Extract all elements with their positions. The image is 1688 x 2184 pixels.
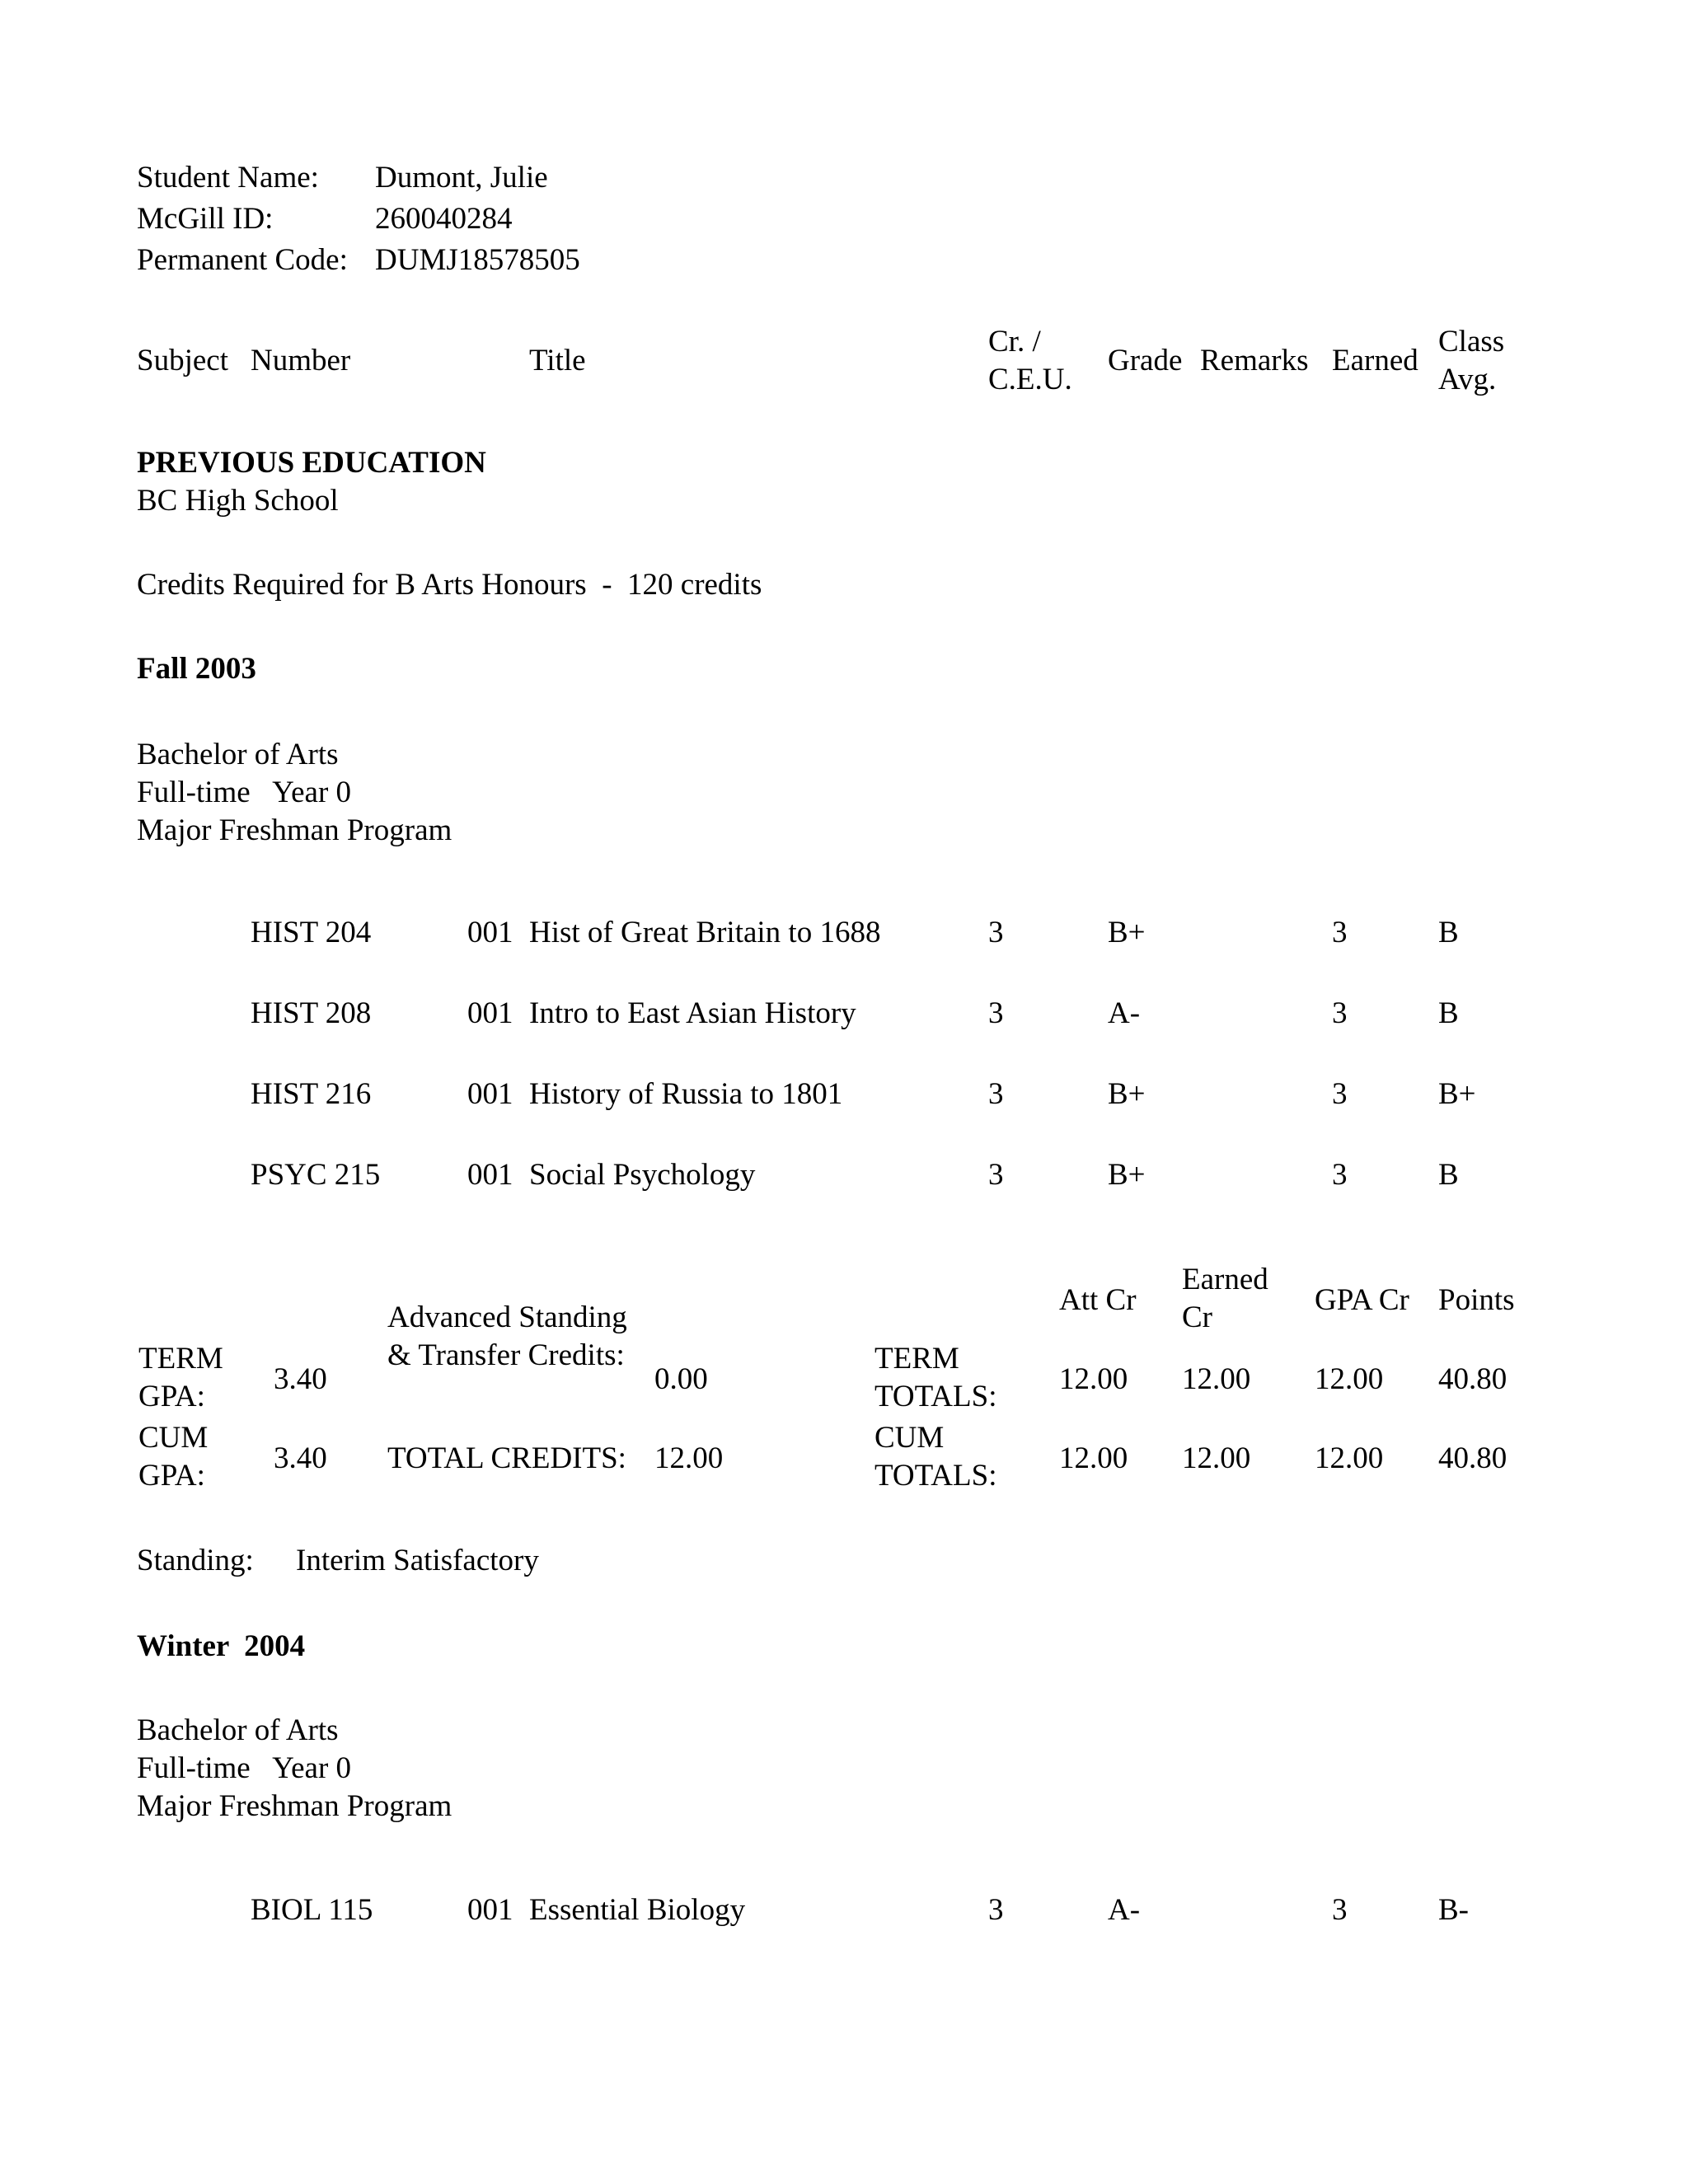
att-cr-header: Att Cr <box>1059 1283 1137 1317</box>
cum-att-cr: 12.00 <box>1059 1441 1128 1475</box>
course-grade: A- <box>1108 1893 1141 1927</box>
course-class-avg: B <box>1438 916 1459 949</box>
earned-cr-header: Earned Cr <box>1182 1263 1268 1334</box>
course-grade: B+ <box>1108 1077 1146 1111</box>
cum-totals-label: CUM TOTALS: <box>874 1421 997 1493</box>
course-credits: 3 <box>988 1158 1004 1192</box>
program-name: Major Freshman Program <box>137 813 452 847</box>
course-earned: 3 <box>1332 1158 1348 1192</box>
course-grade: B+ <box>1108 916 1146 949</box>
cum-points: 40.80 <box>1438 1441 1507 1475</box>
column-number: Number <box>251 344 351 377</box>
course-title: Essential Biology <box>529 1893 746 1927</box>
course-section: 001 <box>467 1893 513 1927</box>
course-title: History of Russia to 1801 <box>529 1077 843 1111</box>
term-earned-cr: 12.00 <box>1182 1362 1251 1396</box>
term-gpa-label: TERM GPA: <box>138 1342 223 1413</box>
column-title: Title <box>529 344 586 377</box>
column-credits: Cr. / C.E.U. <box>988 325 1072 396</box>
column-earned: Earned <box>1332 344 1418 377</box>
course-title: Hist of Great Britain to 1688 <box>529 916 881 949</box>
previous-education-heading: PREVIOUS EDUCATION <box>137 446 486 480</box>
course-earned: 3 <box>1332 1893 1348 1927</box>
course-earned: 3 <box>1332 916 1348 949</box>
program-name: Major Freshman Program <box>137 1789 452 1823</box>
previous-school: BC High School <box>137 484 339 518</box>
course-earned: 3 <box>1332 996 1348 1030</box>
course-code: HIST 204 <box>251 916 372 949</box>
program-status: Full-time Year 0 <box>137 1751 352 1785</box>
cum-gpa-cr: 12.00 <box>1315 1441 1384 1475</box>
cum-gpa-label: CUM GPA: <box>138 1421 209 1493</box>
credits-required: Credits Required for B Arts Honours - 120 credits <box>137 568 762 602</box>
course-grade: A- <box>1108 996 1141 1030</box>
term-heading: Fall 2003 <box>137 652 256 686</box>
standing-value: Interim Satisfactory <box>296 1544 539 1577</box>
cum-gpa-value: 3.40 <box>274 1441 327 1475</box>
program-degree: Bachelor of Arts <box>137 738 339 771</box>
program-status: Full-time Year 0 <box>137 776 352 809</box>
mcgill-id-value: 260040284 <box>375 202 513 236</box>
column-remarks: Remarks <box>1200 344 1309 377</box>
advanced-standing-label: Advanced Standing & Transfer Credits: <box>387 1301 627 1372</box>
column-class-avg: Class Avg. <box>1438 325 1505 396</box>
cum-earned-cr: 12.00 <box>1182 1441 1251 1475</box>
course-section: 001 <box>467 1158 513 1192</box>
course-code: BIOL 115 <box>251 1893 373 1927</box>
course-class-avg: B <box>1438 1158 1459 1192</box>
column-subject: Subject <box>137 344 228 377</box>
permanent-code-label: Permanent Code: <box>137 243 348 277</box>
course-section: 001 <box>467 916 513 949</box>
total-credits-label: TOTAL CREDITS: <box>387 1441 626 1475</box>
term-gpa-cr: 12.00 <box>1315 1362 1384 1396</box>
mcgill-id-label: McGill ID: <box>137 202 274 236</box>
gpa-cr-header: GPA Cr <box>1315 1283 1409 1317</box>
standing-label: Standing: <box>137 1544 254 1577</box>
course-class-avg: B <box>1438 996 1459 1030</box>
term-totals-label: TERM TOTALS: <box>874 1342 997 1413</box>
course-class-avg: B+ <box>1438 1077 1476 1111</box>
course-title: Intro to East Asian History <box>529 996 856 1030</box>
advanced-standing-value: 0.00 <box>654 1362 708 1396</box>
term-heading: Winter 2004 <box>137 1629 306 1663</box>
course-credits: 3 <box>988 1893 1004 1927</box>
student-name-value: Dumont, Julie <box>375 161 548 194</box>
total-credits-value: 12.00 <box>654 1441 724 1475</box>
course-grade: B+ <box>1108 1158 1146 1192</box>
program-degree: Bachelor of Arts <box>137 1713 339 1747</box>
course-section: 001 <box>467 996 513 1030</box>
course-earned: 3 <box>1332 1077 1348 1111</box>
course-code: PSYC 215 <box>251 1158 381 1192</box>
term-att-cr: 12.00 <box>1059 1362 1128 1396</box>
course-title: Social Psychology <box>529 1158 756 1192</box>
course-section: 001 <box>467 1077 513 1111</box>
course-code: HIST 216 <box>251 1077 372 1111</box>
course-code: HIST 208 <box>251 996 372 1030</box>
course-credits: 3 <box>988 916 1004 949</box>
column-grade: Grade <box>1108 344 1183 377</box>
permanent-code-value: DUMJ18578505 <box>375 243 580 277</box>
points-header: Points <box>1438 1283 1515 1317</box>
term-points: 40.80 <box>1438 1362 1507 1396</box>
term-gpa-value: 3.40 <box>274 1362 327 1396</box>
course-class-avg: B- <box>1438 1893 1469 1927</box>
course-credits: 3 <box>988 1077 1004 1111</box>
course-credits: 3 <box>988 996 1004 1030</box>
student-name-label: Student Name: <box>137 161 319 194</box>
